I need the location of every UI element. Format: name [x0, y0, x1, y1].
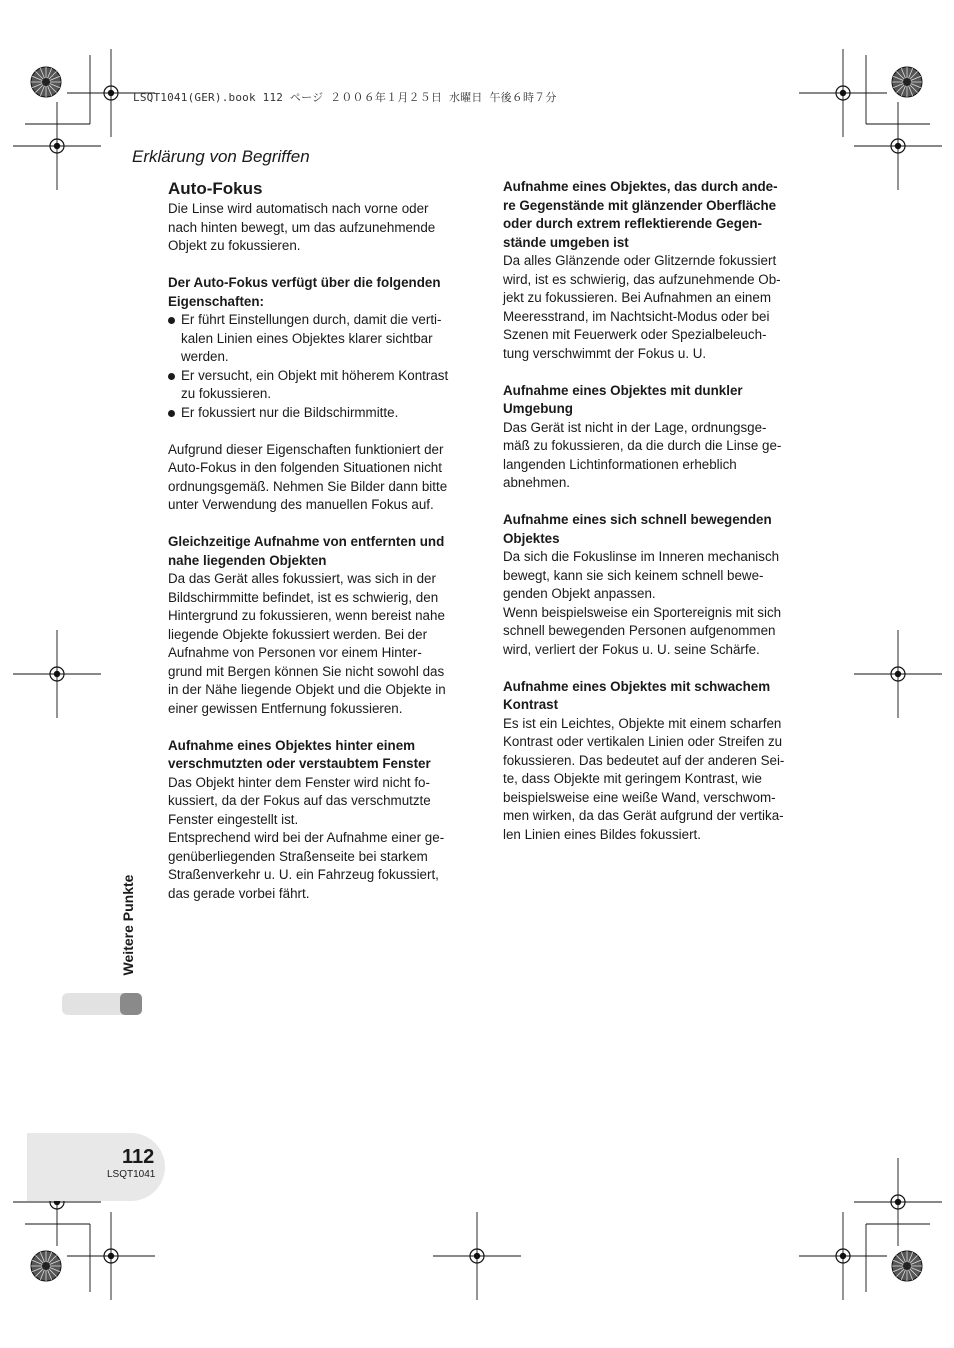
- subsection-heading: Aufnahme eines Objektes, das durch ande-: [503, 179, 778, 194]
- text-line: unter Verwendung des manuellen Fokus auf.: [168, 497, 434, 512]
- subsection-heading: Aufnahme eines Objektes mit dunkler: [503, 382, 743, 398]
- subsection-heading: stände umgeben ist: [503, 234, 629, 250]
- list-item: [168, 367, 480, 404]
- subsection-heading: verschmutzten oder verstaubtem Fenster: [168, 756, 431, 771]
- text-line: Kontrast oder vertikalen Linien oder Streifen zu: [503, 734, 783, 749]
- text-line: Er führt Einstellungen durch, damit die verti-: [181, 312, 442, 327]
- subsection-heading: Aufnahme eines Objektes mit schwachem: [503, 678, 771, 694]
- side-tab-indicator-active: [120, 993, 142, 1015]
- text-line: schnell bewegenden Personen aufgenommen: [503, 623, 776, 638]
- text-line: Da sich die Fokuslinse im Inneren mechanisch: [503, 549, 780, 564]
- features-list: [168, 311, 480, 422]
- text-line: Er versucht, ein Objekt mit höherem Kontrast: [181, 367, 449, 383]
- subsection-fast-moving: [503, 511, 815, 659]
- text-line: Es ist ein Leichtes, Objekte mit einem scharfen: [503, 715, 782, 731]
- subsection-heading: Kontrast: [503, 697, 559, 712]
- text-line: tung verschwimmt der Fokus u. U.: [503, 345, 707, 361]
- text-line: Hintergrund zu fokussieren, wenn bereist nahe: [168, 608, 445, 623]
- text-line: Da alles Glänzende oder Glitzernde fokussiert: [503, 253, 777, 268]
- text-line: men wirken, da das Gerät aufgrund der vertika-: [503, 808, 784, 823]
- page-number: 112: [122, 1146, 155, 1168]
- text-line: Das Objekt hinter dem Fenster wird nicht fo-: [168, 774, 430, 790]
- subsection-heading: Gleichzeitige Aufnahme von entfernten und: [168, 534, 445, 549]
- text-line: genden Objekt anpassen.: [503, 586, 656, 601]
- text-line: Wenn beispielsweise ein Sportereignis mit sich: [503, 604, 782, 620]
- text-line: abnehmen.: [503, 475, 571, 490]
- subsection-reflective: [503, 178, 815, 363]
- subsection-heading: Umgebung: [503, 401, 573, 416]
- text-line: wird, ist es schwierig, das aufzunehmende Ob-: [503, 271, 781, 287]
- text-line: Meeresstrand, im Nachtsicht-Modus oder bei: [503, 308, 770, 324]
- text-line: len Linien eines Bildes fokussiert.: [503, 826, 701, 842]
- subsection-heading: Aufnahme eines sich schnell bewegenden: [503, 512, 772, 527]
- subsection-heading: Objektes: [503, 530, 560, 546]
- text-line: beispielsweise eine weiße Wand, verschwom-: [503, 789, 776, 805]
- bullet-icon: [168, 317, 175, 324]
- section-title: Erklärung von Begriffen: [132, 147, 310, 166]
- list-item: [168, 404, 480, 423]
- text-line: Bildschirmmitte befindet, ist es schwierig, den: [168, 589, 439, 605]
- text-line: ordnungsgemäß. Nehmen Sie Bilder dann bitte: [168, 478, 448, 494]
- subsection-heading: Aufnahme eines Objektes hinter einem: [168, 737, 416, 753]
- text-line: Fenster eingestellt ist.: [168, 811, 299, 827]
- text-line: genüberliegenden Straßenseite bei starkem: [168, 848, 428, 864]
- text-line: Eigenschaften:: [168, 293, 264, 309]
- text-line: in der Nähe liegende Objekt und die Objekte in: [168, 682, 446, 697]
- features-heading: [168, 274, 480, 311]
- text-line: fokussieren. Das bedeutet auf der anderen Sei-: [503, 752, 785, 768]
- text-line: Szenen mit Feuerwerk oder Spezialbeleuch-: [503, 327, 767, 342]
- text-line: Die Linse wird automatisch nach vorne oder: [168, 201, 429, 216]
- subsection-heading: re Gegenstände mit glänzender Oberfläche: [503, 197, 777, 213]
- text-line: grund mit Bergen können Sie nicht sowohl das: [168, 663, 445, 679]
- text-line: mäß zu fokussieren, da die durch die Linse ge-: [503, 438, 782, 453]
- right-column: [503, 178, 815, 844]
- text-line: das gerade vorbei fährt.: [168, 885, 310, 901]
- bullet-icon: [168, 373, 175, 380]
- text-line: liegende Objekte fokussiert werden. Bei der: [168, 626, 428, 642]
- text-line: zu fokussieren.: [181, 386, 272, 401]
- text-line: langenden Lichtinformationen erheblich: [503, 456, 737, 472]
- intro-paragraph: [168, 200, 480, 256]
- text-line: jekt zu fokussieren. Bei Aufnahmen an einem: [503, 290, 771, 305]
- text-line: Objekt zu fokussieren.: [168, 238, 301, 253]
- text-line: nach hinten bewegt, um das aufzunehmende: [168, 219, 436, 235]
- text-line: Aufgrund dieser Eigenschaften funktioniert der: [168, 441, 444, 457]
- text-line: te, dass Objekte mit geringem Kontrast, wie: [503, 771, 762, 786]
- subsection-low-contrast: [503, 678, 815, 845]
- bullet-icon: [168, 410, 175, 417]
- print-header-line: LSQT1041(GER).book 112 ページ ２００６年１月２５日 水曜日 午後６時７分: [133, 91, 557, 104]
- text-line: Das Gerät ist nicht in der Lage, ordnungsge-: [503, 419, 767, 435]
- text-line: Aufnahme von Personen vor einem Hinter-: [168, 645, 422, 660]
- text-line: Da das Gerät alles fokussiert, was sich in der: [168, 571, 436, 586]
- left-column: [168, 178, 480, 903]
- subsection-heading: oder durch extrem reflektierende Gegen-: [503, 216, 762, 231]
- subsection-heading: nahe liegenden Objekten: [168, 552, 327, 568]
- summary-paragraph: [168, 441, 480, 515]
- text-line: kalen Linien eines Objektes klarer sichtbar: [181, 330, 433, 346]
- text-line: Auto-Fokus in den folgenden Situationen nicht: [168, 460, 442, 475]
- text-line: Straßenverkehr u. U. ein Fahrzeug fokussiert,: [168, 867, 439, 882]
- subsection-dark: [503, 382, 815, 493]
- text-line: Der Auto-Fokus verfügt über die folgenden: [168, 275, 441, 290]
- subsection-near-far: [168, 533, 480, 718]
- side-tab-label: Weitere Punkte: [120, 874, 136, 976]
- text-line: werden.: [181, 349, 229, 364]
- text-line: Entsprechend wird bei der Aufnahme einer ge-: [168, 830, 445, 845]
- text-line: einer gewissen Entfernung fokussieren.: [168, 700, 403, 716]
- text-line: Er fokussiert nur die Bildschirmmitte.: [181, 404, 399, 420]
- heading-auto-fokus: Auto-Fokus: [168, 179, 263, 198]
- text-line: wird, verliert der Fokus u. U. seine Schärfe.: [503, 641, 760, 657]
- list-item: [168, 311, 480, 367]
- text-line: kussiert, da der Fokus auf das verschmutzte: [168, 793, 431, 808]
- document-code: LSQT1041: [107, 1169, 156, 1180]
- text-line: bewegt, kann sie sich keinem schnell bewe-: [503, 567, 764, 583]
- subsection-dirty-window: [168, 737, 480, 904]
